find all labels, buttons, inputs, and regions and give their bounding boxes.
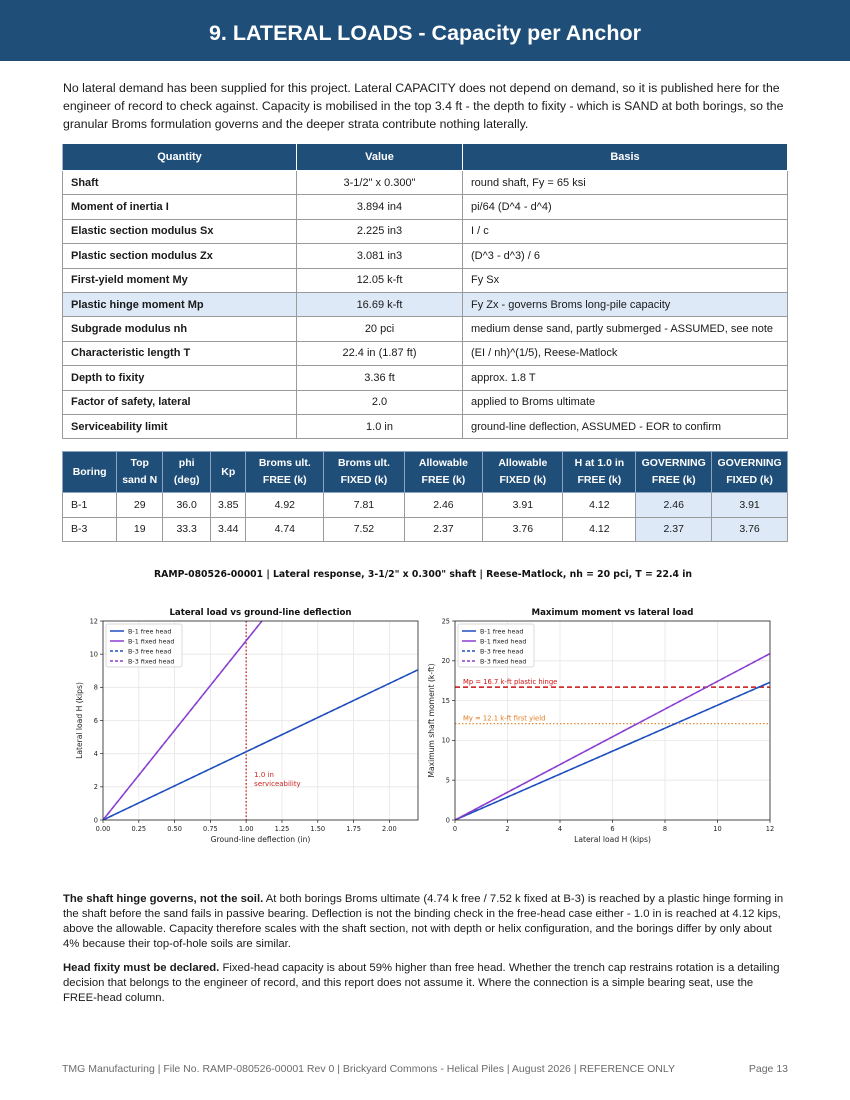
y-tick-label: 12 <box>89 617 98 626</box>
basis-cell: Fy Zx - governs Broms long-pile capacity <box>463 292 788 316</box>
table-row <box>63 219 788 243</box>
y-axis-label: Lateral load H (kips) <box>75 682 84 759</box>
column-header <box>324 452 404 493</box>
value-cell: 12.05 k-ft <box>297 268 463 292</box>
table-cell: 4.12 <box>563 517 636 542</box>
header-line: FREE (k) <box>421 474 466 486</box>
basis-cell: round shaft, Fy = 65 ksi <box>463 171 788 195</box>
table-row <box>63 341 788 365</box>
table-cell: 3.85 <box>211 493 246 518</box>
quantity-cell: Subgrade modulus nh <box>63 317 297 341</box>
header-line: FREE (k) <box>262 474 307 486</box>
y-axis-label: Maximum shaft moment (k-ft) <box>427 663 436 778</box>
table-row <box>63 414 788 438</box>
chart-title: Lateral load vs ground-line deflection <box>169 608 352 618</box>
y-tick-label: 25 <box>441 617 450 626</box>
header-line: Boring <box>72 465 107 478</box>
x-tick-label: 0 <box>452 825 458 833</box>
x-tick-label: 0.50 <box>167 825 182 833</box>
table-cell: 19 <box>117 517 163 542</box>
legend-label: B-3 free head <box>480 647 524 656</box>
header-line: (deg) <box>173 474 200 486</box>
basis-cell: (EI / nh)^(1/5), Reese-Matlock <box>463 341 788 365</box>
shaft-hinge-paragraph <box>63 892 789 952</box>
table-row <box>63 517 788 542</box>
footer-text: TMG Manufacturing | File No. RAMP-080526-00001 Rev 0 | Brickyard Commons - Helical Piles | August 2026 | REFERENCE ONLY <box>62 1063 675 1075</box>
x-tick-label: 2 <box>505 825 510 833</box>
reference-label: serviceability <box>254 779 301 788</box>
column-header <box>117 452 163 493</box>
x-tick-label: 0.00 <box>95 825 111 833</box>
paragraph-lead: Head fixity must be declared. <box>63 962 220 974</box>
header-line: GOVERNING <box>717 457 782 469</box>
table-header-row <box>63 144 788 171</box>
head-fixity-paragraph <box>63 961 789 1006</box>
page-number: Page 13 <box>748 1063 788 1075</box>
column-header <box>63 452 117 493</box>
x-tick-label: 0.75 <box>203 825 218 833</box>
basis-cell: pi/64 (D^4 - d^4) <box>463 195 788 219</box>
column-header <box>712 452 788 493</box>
y-tick-label: 6 <box>93 716 98 725</box>
legend-label: B-3 fixed head <box>128 657 175 666</box>
header-line: FIXED (k) <box>499 474 547 486</box>
y-tick-label: 8 <box>93 683 98 692</box>
header-line: Allowable <box>418 457 468 469</box>
table-cell: 2.46 <box>636 493 712 518</box>
header-line: Kp <box>221 465 236 478</box>
basis-cell: medium dense sand, partly submerged - ASSUMED, see note <box>463 317 788 341</box>
value-cell: 3.081 in3 <box>297 244 463 268</box>
table-cell: 29 <box>117 493 163 518</box>
section-properties-table <box>62 143 788 439</box>
table-cell: 7.52 <box>324 517 404 542</box>
basis-cell: I / c <box>463 219 788 243</box>
table-row <box>63 268 788 292</box>
x-axis-label: Lateral load H (kips) <box>574 835 651 844</box>
header-line: FIXED (k) <box>340 474 388 486</box>
column-header: Value <box>297 144 463 171</box>
value-cell: 2.225 in3 <box>297 219 463 243</box>
y-tick-label: 10 <box>89 650 98 659</box>
column-header <box>563 452 636 493</box>
reference-label: Mp = 16.7 k-ft plastic hinge <box>463 678 558 687</box>
value-cell: 3.36 ft <box>297 366 463 390</box>
value-cell: 3.894 in4 <box>297 195 463 219</box>
column-header: Quantity <box>63 144 297 171</box>
quantity-cell: Depth to fixity <box>63 366 297 390</box>
y-tick-label: 4 <box>93 749 98 758</box>
table-row <box>63 493 788 518</box>
paragraph-body: At both borings Broms ultimate (4.74 k free / 7.52 k fixed at B-3) is reached by a plastic hinge forming in the shaft before the sand fails in passive bearing. Deflection is not the binding check in the free-head case either - 1.0 in is reached at 4.12 kips, above the allowable. Capacity therefore scales with the shaft section, not with depth or helix configuration, and the borings differ by only about 4% because their top-of-hole soils are similar. <box>63 893 784 950</box>
header-line: FREE (k) <box>651 474 696 486</box>
lateral-response-figure <box>62 561 784 853</box>
legend-label: B-1 free head <box>128 627 172 636</box>
x-tick-label: 1.00 <box>238 825 254 833</box>
reference-label: 1.0 in <box>254 770 274 779</box>
x-tick-label: 12 <box>765 825 775 833</box>
table-cell: 3.44 <box>211 517 246 542</box>
table-cell: 3.91 <box>483 493 563 518</box>
table-cell: 36.0 <box>163 493 211 518</box>
table-cell: 4.92 <box>246 493 324 518</box>
table-cell: 33.3 <box>163 517 211 542</box>
x-axis-label: Ground-line deflection (in) <box>210 835 311 844</box>
legend-label: B-1 fixed head <box>128 637 175 646</box>
figure-background <box>62 561 784 853</box>
header-line: GOVERNING <box>641 457 706 469</box>
header-line: FREE (k) <box>577 474 622 486</box>
header-line: Broms ult. <box>337 457 390 469</box>
x-tick-label: 1.25 <box>274 825 290 833</box>
table-row <box>63 366 788 390</box>
value-cell: 22.4 in (1.87 ft) <box>297 341 463 365</box>
y-tick-label: 0 <box>93 816 98 825</box>
column-header <box>636 452 712 493</box>
table-row <box>63 244 788 268</box>
table-cell: 2.37 <box>404 517 483 542</box>
value-cell: 16.69 k-ft <box>297 292 463 316</box>
x-tick-label: 2.00 <box>382 825 397 833</box>
table-cell: 2.46 <box>404 493 483 518</box>
quantity-cell: Moment of inertia I <box>63 195 297 219</box>
legend-label: B-1 free head <box>480 627 524 636</box>
x-tick-label: 0.25 <box>131 825 147 833</box>
table-cell: 2.37 <box>636 517 712 542</box>
y-tick-label: 15 <box>441 696 450 705</box>
table-row <box>63 292 788 316</box>
value-cell: 20 pci <box>297 317 463 341</box>
table-row <box>63 317 788 341</box>
paragraph-lead: The shaft hinge governs, not the soil. <box>63 893 264 905</box>
table-header-row <box>63 452 788 493</box>
section-title: 9. LATERAL LOADS - Capacity per Anchor <box>208 21 642 45</box>
header-line: phi <box>178 457 195 469</box>
header-line: H at 1.0 in <box>574 457 625 469</box>
value-cell: 3-1/2" x 0.300" <box>297 171 463 195</box>
reference-label: My = 12.1 k-ft first yield <box>463 714 546 723</box>
figure-title: RAMP-080526-00001 | Lateral response, 3-1/2" x 0.300" shaft | Reese-Matlock, nh = 20 pci, T = 22.4 in <box>153 569 693 580</box>
x-tick-label: 1.75 <box>346 825 361 833</box>
y-tick-label: 10 <box>441 736 450 745</box>
header-line: Top <box>130 457 149 469</box>
legend-label: B-1 fixed head <box>480 637 527 646</box>
y-tick-label: 2 <box>93 783 98 792</box>
column-header: Basis <box>463 144 788 171</box>
basis-cell: Fy Sx <box>463 268 788 292</box>
header-line: sand N <box>122 474 158 486</box>
x-tick-label: 4 <box>557 825 563 833</box>
value-cell: 1.0 in <box>297 414 463 438</box>
quantity-cell: Characteristic length T <box>63 341 297 365</box>
y-tick-label: 0 <box>445 816 450 825</box>
column-header <box>211 452 246 493</box>
table-cell: B-1 <box>63 493 117 518</box>
table-cell: 3.91 <box>712 493 788 518</box>
column-header <box>483 452 563 493</box>
table-row <box>63 195 788 219</box>
table-cell: 3.76 <box>712 517 788 542</box>
header-line: FIXED (k) <box>726 474 773 486</box>
table-cell: 3.76 <box>483 517 563 542</box>
intro-text: No lateral demand has been supplied for this project. Lateral CAPACITY does not depend on demand, so it is published here for the engineer of record to check against. Capacity is mobilised in the top 3.4 ft - the depth to fixity - which is SAND at both borings, so the granular Broms formulation governs and the deeper strata contribute nothing laterally. <box>63 81 784 131</box>
quantity-cell: Plastic hinge moment Mp <box>63 292 297 316</box>
legend-label: B-3 fixed head <box>480 657 527 666</box>
basis-cell: applied to Broms ultimate <box>463 390 788 414</box>
x-tick-label: 10 <box>713 825 722 833</box>
basis-cell: ground-line deflection, ASSUMED - EOR to confirm <box>463 414 788 438</box>
quantity-cell: Serviceability limit <box>63 414 297 438</box>
basis-cell: (D^3 - d^3) / 6 <box>463 244 788 268</box>
table-cell: 4.74 <box>246 517 324 542</box>
x-tick-label: 8 <box>662 825 668 833</box>
header-line: Broms ult. <box>258 457 311 469</box>
boring-capacity-table <box>62 451 788 542</box>
chart-title: Maximum moment vs lateral load <box>531 608 694 618</box>
paragraph-body: Fixed-head capacity is about 59% higher than free head. Whether the trench cap restrains rotation is a detailing decision that belongs to the engineer of record, and this report does not assume it. Where the connection is a simple bearing seat, use the FREE-head column. <box>63 962 780 1004</box>
column-header <box>163 452 211 493</box>
value-cell: 2.0 <box>297 390 463 414</box>
quantity-cell: First-yield moment My <box>63 268 297 292</box>
quantity-cell: Factor of safety, lateral <box>63 390 297 414</box>
table-cell: B-3 <box>63 517 117 542</box>
table-cell: 7.81 <box>324 493 404 518</box>
page-header <box>0 0 850 61</box>
quantity-cell: Elastic section modulus Sx <box>63 219 297 243</box>
page-footer <box>62 1063 788 1075</box>
basis-cell: approx. 1.8 T <box>463 366 788 390</box>
intro-paragraph <box>63 79 789 133</box>
x-tick-label: 1.50 <box>310 825 326 833</box>
y-tick-label: 20 <box>441 657 450 666</box>
column-header <box>246 452 324 493</box>
table-row <box>63 171 788 195</box>
header-line: Allowable <box>498 457 548 469</box>
quantity-cell: Plastic section modulus Zx <box>63 244 297 268</box>
x-tick-label: 6 <box>610 825 615 833</box>
table-row <box>63 390 788 414</box>
y-tick-label: 5 <box>445 776 450 785</box>
quantity-cell: Shaft <box>63 171 297 195</box>
legend-label: B-3 free head <box>128 647 172 656</box>
column-header <box>404 452 483 493</box>
table-cell: 4.12 <box>563 493 636 518</box>
